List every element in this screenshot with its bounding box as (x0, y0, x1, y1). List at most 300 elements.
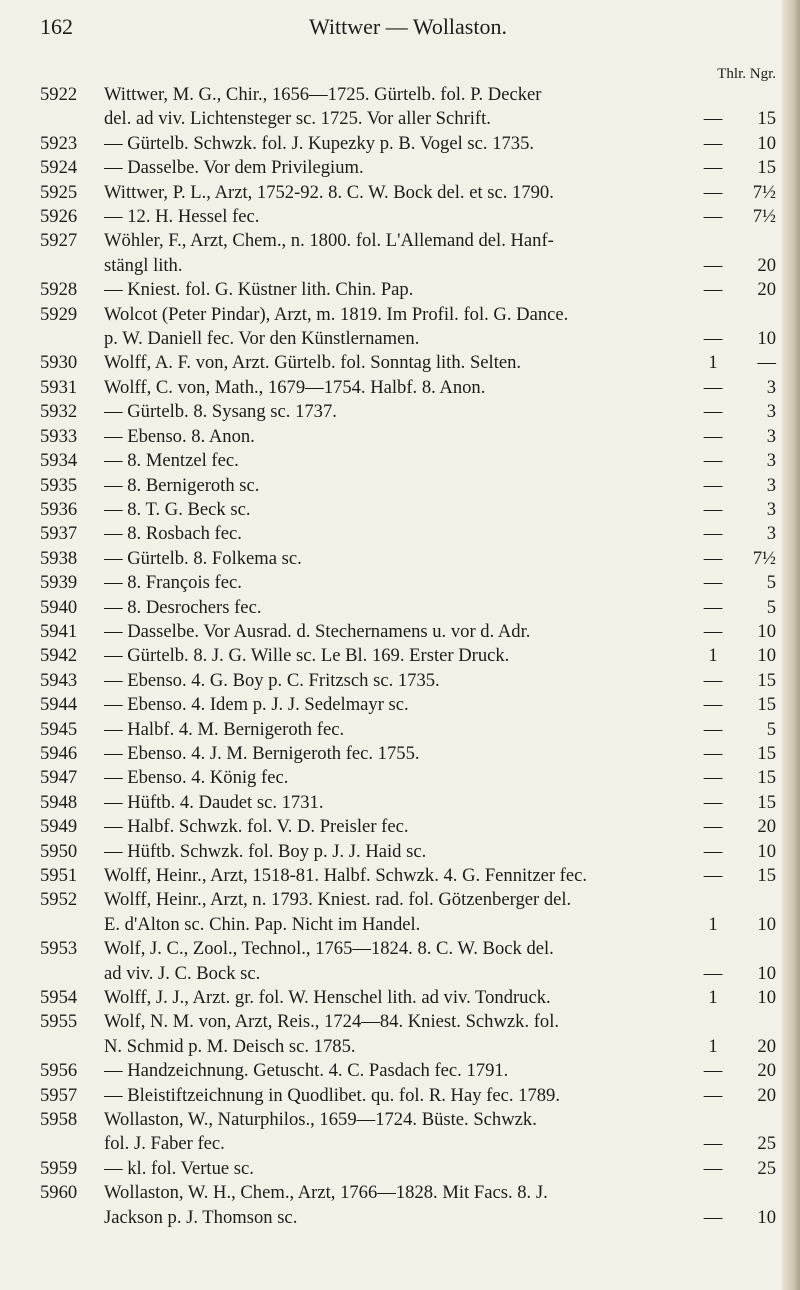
entry-text: Wolff, Heinr., Arzt, 1518-81. Halbf. Schwzk. 4. G. Fennitzer fec. (104, 865, 588, 886)
entry-line (104, 205, 776, 229)
catalog-entry (40, 400, 776, 424)
entry-body (104, 1010, 776, 1059)
price (694, 1206, 776, 1230)
entry-number: 5929 (40, 303, 78, 325)
entry-line (104, 815, 776, 839)
entry-line (104, 498, 776, 522)
entry-body (104, 522, 776, 546)
catalog-entry (40, 669, 776, 693)
catalog-entry (40, 815, 776, 839)
price (694, 1181, 776, 1205)
entry-number: 5958 (40, 1109, 78, 1131)
entry-line (104, 1132, 776, 1156)
price (694, 815, 776, 839)
entry-number: 5936 (40, 498, 78, 520)
price (694, 791, 776, 815)
price-thaler: — (703, 132, 723, 154)
price-neugroschen: 15 (757, 157, 776, 179)
price-neugroschen: 3 (766, 523, 776, 545)
entry-line (104, 83, 776, 107)
entry-body (104, 791, 776, 815)
price-thaler: — (703, 279, 723, 301)
entry-body (104, 596, 776, 620)
entry-number: 5950 (40, 840, 78, 862)
price (694, 962, 776, 986)
entry-number: 5957 (40, 1084, 78, 1106)
entry-text: Jackson p. J. Thomson sc. (104, 1206, 298, 1228)
price-neugroschen (724, 83, 776, 107)
catalog-entry (40, 1157, 776, 1181)
price-neugroschen: 15 (757, 791, 776, 813)
entry-number: 5925 (40, 181, 78, 203)
price-thaler: — (703, 620, 723, 642)
entry-text: Wolff, Heinr., Arzt, n. 1793. Kniest. rad. fol. Götzenberger del. (104, 889, 572, 911)
entry-line (104, 425, 776, 449)
catalog-entry (40, 1181, 776, 1230)
entry-text: — Halbf. 4. M. Bernigeroth fec. (104, 718, 345, 740)
entry-line (104, 1059, 776, 1083)
price-neugroschen: 20 (757, 1035, 776, 1057)
entry-text: ad viv. J. C. Bock sc. (104, 962, 261, 984)
price-neugroschen: 20 (757, 1084, 776, 1106)
price-neugroschen: — (757, 352, 776, 374)
price (694, 1010, 776, 1034)
entry-number: 5945 (40, 718, 78, 740)
entry-text: — Hüftb. 4. Daudet sc. 1731. (104, 791, 324, 813)
entry-line (104, 791, 776, 815)
price-neugroschen: 3 (766, 401, 776, 423)
entry-number: 5942 (40, 645, 78, 667)
price-neugroschen (724, 888, 776, 912)
catalog-entry (40, 425, 776, 449)
price (694, 888, 776, 912)
price-thaler: — (703, 474, 723, 496)
entry-body (104, 425, 776, 449)
entry-number: 5939 (40, 572, 78, 594)
entry-body (104, 986, 776, 1010)
entry-body (104, 498, 776, 522)
price-thaler: — (703, 718, 723, 740)
price (694, 669, 776, 693)
entry-line (104, 1181, 776, 1205)
entry-text: N. Schmid p. M. Deisch sc. 1785. (104, 1035, 356, 1057)
entry-body (104, 693, 776, 717)
price-neugroschen: 10 (757, 840, 776, 862)
price (694, 571, 776, 595)
price-neugroschen: 15 (757, 669, 776, 691)
price (694, 132, 776, 156)
entry-line (104, 937, 776, 961)
catalog-entry (40, 1010, 776, 1059)
catalog-entries (40, 83, 776, 1230)
entry-text: — Halbf. Schwzk. fol. V. D. Preisler fec. (104, 816, 409, 838)
price (694, 400, 776, 424)
entry-line (104, 474, 776, 498)
price (694, 742, 776, 766)
entry-line (104, 522, 776, 546)
entry-number: 5927 (40, 230, 78, 252)
price-thaler: 1 (708, 645, 718, 667)
price-neugroschen: 20 (757, 1060, 776, 1082)
entry-text: p. W. Daniell fec. Vor den Künstlernamen. (104, 328, 420, 350)
entry-text: fol. J. Faber fec. (104, 1133, 225, 1155)
price (694, 840, 776, 864)
price (694, 303, 776, 327)
entry-text: — Hüftb. Schwzk. fol. Boy p. J. J. Haid sc. (104, 840, 427, 862)
price-neugroschen (724, 303, 776, 327)
catalog-entry (40, 840, 776, 864)
price (694, 351, 776, 375)
entry-text: — 8. Rosbach fec. (104, 523, 242, 545)
entry-text: stängl lith. (104, 254, 183, 276)
price-neugroschen (724, 1010, 776, 1034)
price-thaler: — (703, 840, 723, 862)
entry-line (104, 669, 776, 693)
catalog-entry (40, 132, 776, 156)
entry-number: 5924 (40, 157, 78, 179)
entry-number: 5938 (40, 547, 78, 569)
price-neugroschen: 5 (766, 596, 776, 618)
entry-text: — Dasselbe. Vor Ausrad. d. Stechernamens u. vor d. Adr. (104, 620, 531, 642)
entry-body (104, 303, 776, 352)
entry-line (104, 327, 776, 351)
entry-text: — Dasselbe. Vor dem Privilegium. (104, 157, 364, 179)
entry-body (104, 449, 776, 473)
entry-number: 5947 (40, 767, 78, 789)
price-thaler: — (703, 816, 723, 838)
price-thaler (702, 229, 724, 253)
catalog-entry (40, 742, 776, 766)
price (694, 620, 776, 644)
entry-text: Wollaston, W., Naturphilos., 1659—1724. Büste. Schwzk. (104, 1109, 537, 1131)
price-neugroschen: 10 (757, 987, 776, 1009)
price-neugroschen: 7½ (752, 547, 776, 569)
entry-text: — Ebenso. 4. König fec. (104, 767, 289, 789)
entry-text: — Gürtelb. 8. J. G. Wille sc. Le Bl. 169. Erster Druck. (104, 645, 510, 667)
entry-text: — Ebenso. 4. G. Boy p. C. Fritzsch sc. 1735. (104, 669, 440, 691)
price-thaler: — (703, 1133, 723, 1155)
catalog-entry (40, 522, 776, 546)
entry-body (104, 937, 776, 986)
price-neugroschen: 7½ (752, 206, 776, 228)
price (694, 1059, 776, 1083)
price (694, 644, 776, 668)
entry-number: 5943 (40, 669, 78, 691)
entry-body (104, 400, 776, 424)
entry-number: 5946 (40, 742, 78, 764)
entry-number: 5926 (40, 206, 78, 228)
entry-text: E. d'Alton sc. Chin. Pap. Nicht im Handel. (104, 913, 421, 935)
price-thaler: — (703, 401, 723, 423)
price-thaler: — (703, 669, 723, 691)
price (694, 83, 776, 107)
price (694, 1132, 776, 1156)
entry-text: — 12. H. Hessel fec. (104, 206, 260, 228)
catalog-entry (40, 498, 776, 522)
page-number: 162 (40, 14, 73, 39)
catalog-entry (40, 620, 776, 644)
price (694, 376, 776, 400)
price (694, 205, 776, 229)
entry-body (104, 1084, 776, 1108)
entry-line (104, 278, 776, 302)
price-thaler: — (703, 157, 723, 179)
price-neugroschen (724, 937, 776, 961)
price-thaler: — (703, 523, 723, 545)
entry-line (104, 254, 776, 278)
price-neugroschen: 15 (757, 767, 776, 789)
entry-number: 5940 (40, 596, 78, 618)
entry-text: — Bleistiftzeichnung in Quodlibet. qu. fol. R. Hay fec. 1789. (104, 1084, 560, 1106)
price (694, 1157, 776, 1181)
catalog-entry (40, 303, 776, 352)
price-thaler (702, 303, 724, 327)
entry-line (104, 181, 776, 205)
price-thaler: — (703, 450, 723, 472)
price-thaler: — (703, 596, 723, 618)
entry-body (104, 644, 776, 668)
entry-text: — Gürtelb. 8. Sysang sc. 1737. (104, 401, 337, 423)
catalog-entry (40, 596, 776, 620)
entry-text: Wolff, J. J., Arzt. gr. fol. W. Henschel lith. ad viv. Tondruck. (104, 987, 551, 1009)
entry-text: Wolf, N. M. von, Arzt, Reis., 1724—84. Kniest. Schwzk. fol. (104, 1011, 560, 1033)
price (694, 327, 776, 351)
catalog-page (40, 0, 776, 1290)
catalog-entry (40, 888, 776, 937)
price-thaler (702, 83, 724, 107)
entry-body (104, 1157, 776, 1181)
entry-number: 5941 (40, 620, 78, 642)
price (694, 718, 776, 742)
entry-body (104, 351, 776, 375)
price-neugroschen (724, 1181, 776, 1205)
entry-body (104, 156, 776, 180)
entry-line (104, 376, 776, 400)
entry-line (104, 1035, 776, 1059)
price-neugroschen: 10 (757, 1206, 776, 1228)
catalog-entry (40, 474, 776, 498)
catalog-entry (40, 693, 776, 717)
entry-number: 5928 (40, 279, 78, 301)
price (694, 181, 776, 205)
entry-number: 5951 (40, 865, 78, 886)
entry-line (104, 840, 776, 864)
catalog-entry (40, 376, 776, 400)
price-neugroschen: 3 (766, 474, 776, 496)
entry-text: — Ebenso. 4. J. M. Bernigeroth fec. 1755. (104, 742, 420, 764)
price-neugroschen: 7½ (752, 181, 776, 203)
entry-body (104, 132, 776, 156)
entry-line (104, 1157, 776, 1181)
price (694, 449, 776, 473)
price (694, 425, 776, 449)
entry-text: — Kniest. fol. G. Küstner lith. Chin. Pap. (104, 279, 414, 301)
entry-number: 5922 (40, 84, 78, 105)
entry-text: — 8. Mentzel fec. (104, 450, 239, 472)
price-thaler: — (703, 865, 723, 886)
catalog-entry (40, 278, 776, 302)
catalog-entry (40, 181, 776, 205)
price-neugroschen: 15 (757, 742, 776, 764)
entry-body (104, 840, 776, 864)
entry-line (104, 596, 776, 620)
entry-line (104, 864, 776, 888)
price (694, 498, 776, 522)
entry-text: — Gürtelb. 8. Folkema sc. (104, 547, 302, 569)
price (694, 596, 776, 620)
entry-number: 5933 (40, 425, 78, 447)
page-edge (782, 0, 800, 1290)
price-thaler: — (703, 572, 723, 594)
price-thaler: — (703, 206, 723, 228)
entry-body (104, 864, 776, 888)
entry-body (104, 766, 776, 790)
entry-number: 5956 (40, 1060, 78, 1082)
entry-text: Wolff, A. F. von, Arzt. Gürtelb. fol. Sonntag lith. Selten. (104, 352, 522, 374)
price-thaler (702, 937, 724, 961)
entry-text: — kl. fol. Vertue sc. (104, 1157, 254, 1179)
entry-text: — 8. Bernigeroth sc. (104, 474, 260, 496)
catalog-entry (40, 205, 776, 229)
entry-line (104, 303, 776, 327)
price-thaler: — (703, 962, 723, 984)
price (694, 986, 776, 1010)
price-neugroschen: 10 (757, 132, 776, 154)
price (694, 107, 776, 131)
price-thaler: — (703, 1206, 723, 1228)
entry-body (104, 888, 776, 937)
entry-number: 5952 (40, 889, 78, 911)
price-thaler: — (703, 791, 723, 813)
price (694, 913, 776, 937)
catalog-entry (40, 766, 776, 790)
entry-text: Wolf, J. C., Zool., Technol., 1765—1824. 8. C. W. Bock del. (104, 938, 554, 960)
entry-line (104, 693, 776, 717)
price-neugroschen: 15 (757, 865, 776, 886)
catalog-entry (40, 1059, 776, 1083)
price-neugroschen: 3 (766, 450, 776, 472)
price-neugroschen: 10 (757, 913, 776, 935)
entry-text: del. ad viv. Lichtensteger sc. 1725. Vor aller Schrift. (104, 108, 491, 130)
catalog-entry (40, 229, 776, 278)
price (694, 937, 776, 961)
entry-number: 5960 (40, 1182, 78, 1204)
catalog-entry (40, 156, 776, 180)
price-thaler: — (703, 425, 723, 447)
price-thaler: — (703, 1157, 723, 1179)
entry-line (104, 766, 776, 790)
price-thaler: 1 (708, 352, 718, 374)
price-neugroschen: 15 (757, 108, 776, 130)
catalog-entry (40, 547, 776, 571)
price-thaler: — (703, 547, 723, 569)
entry-body (104, 1181, 776, 1230)
catalog-entry (40, 864, 776, 888)
catalog-entry (40, 1108, 776, 1157)
entry-number: 5959 (40, 1157, 78, 1179)
price-thaler: — (703, 181, 723, 203)
entry-body (104, 815, 776, 839)
entry-body (104, 474, 776, 498)
entry-line (104, 644, 776, 668)
price (694, 1035, 776, 1059)
entry-line (104, 888, 776, 912)
entry-text: — Handzeichnung. Getuscht. 4. C. Pasdach fec. 1791. (104, 1060, 509, 1082)
entry-text: — Gürtelb. Schwzk. fol. J. Kupezky p. B. Vogel sc. 1735. (104, 132, 535, 154)
entry-number: 5934 (40, 450, 78, 472)
entry-line (104, 1084, 776, 1108)
entry-text: Wittwer, M. G., Chir., 1656—1725. Gürtelb. fol. P. Decker (104, 84, 542, 105)
price-neugroschen: 5 (766, 572, 776, 594)
price-thaler: — (703, 498, 723, 520)
entry-body (104, 181, 776, 205)
price-thaler: — (703, 742, 723, 764)
entry-line (104, 1010, 776, 1034)
price-neugroschen: 10 (757, 645, 776, 667)
price-thaler (702, 1010, 724, 1034)
entry-number: 5931 (40, 376, 78, 398)
price-thaler (702, 1108, 724, 1132)
price-neugroschen: 25 (757, 1133, 776, 1155)
entry-line (104, 620, 776, 644)
entry-number: 5949 (40, 816, 78, 838)
page-header (40, 14, 776, 44)
entry-text: Wolff, C. von, Math., 1679—1754. Halbf. 8. Anon. (104, 376, 486, 398)
entry-body (104, 620, 776, 644)
entry-number: 5944 (40, 694, 78, 716)
price-neugroschen: 10 (757, 962, 776, 984)
price-neugroschen: 15 (757, 694, 776, 716)
entry-line (104, 132, 776, 156)
catalog-entry (40, 718, 776, 742)
entry-line (104, 449, 776, 473)
price (694, 1084, 776, 1108)
entry-number: 5948 (40, 791, 78, 813)
entry-body (104, 229, 776, 278)
price-thaler: 1 (708, 987, 718, 1009)
price (694, 693, 776, 717)
catalog-entry (40, 449, 776, 473)
price-neugroschen (724, 1108, 776, 1132)
entry-line (104, 229, 776, 253)
price (694, 547, 776, 571)
price-thaler: — (703, 694, 723, 716)
entry-body (104, 669, 776, 693)
price (694, 522, 776, 546)
catalog-entry (40, 571, 776, 595)
entry-body (104, 205, 776, 229)
price (694, 474, 776, 498)
price (694, 1108, 776, 1132)
entry-number: 5935 (40, 474, 78, 496)
entry-body (104, 571, 776, 595)
price (694, 229, 776, 253)
entry-line (104, 1206, 776, 1230)
entry-text: Wöhler, F., Arzt, Chem., n. 1800. fol. L'Allemand del. Hanf- (104, 230, 554, 252)
price-neugroschen: 5 (766, 718, 776, 740)
price-neugroschen: 10 (757, 328, 776, 350)
entry-line (104, 913, 776, 937)
entry-number: 5923 (40, 132, 78, 154)
price-thaler: — (703, 328, 723, 350)
price-neugroschen: 20 (757, 279, 776, 301)
price-thaler: — (703, 376, 723, 398)
entry-line (104, 1108, 776, 1132)
price-thaler (702, 888, 724, 912)
running-title: Wittwer — Wollaston. (309, 14, 507, 39)
catalog-entry (40, 644, 776, 668)
entry-line (104, 400, 776, 424)
